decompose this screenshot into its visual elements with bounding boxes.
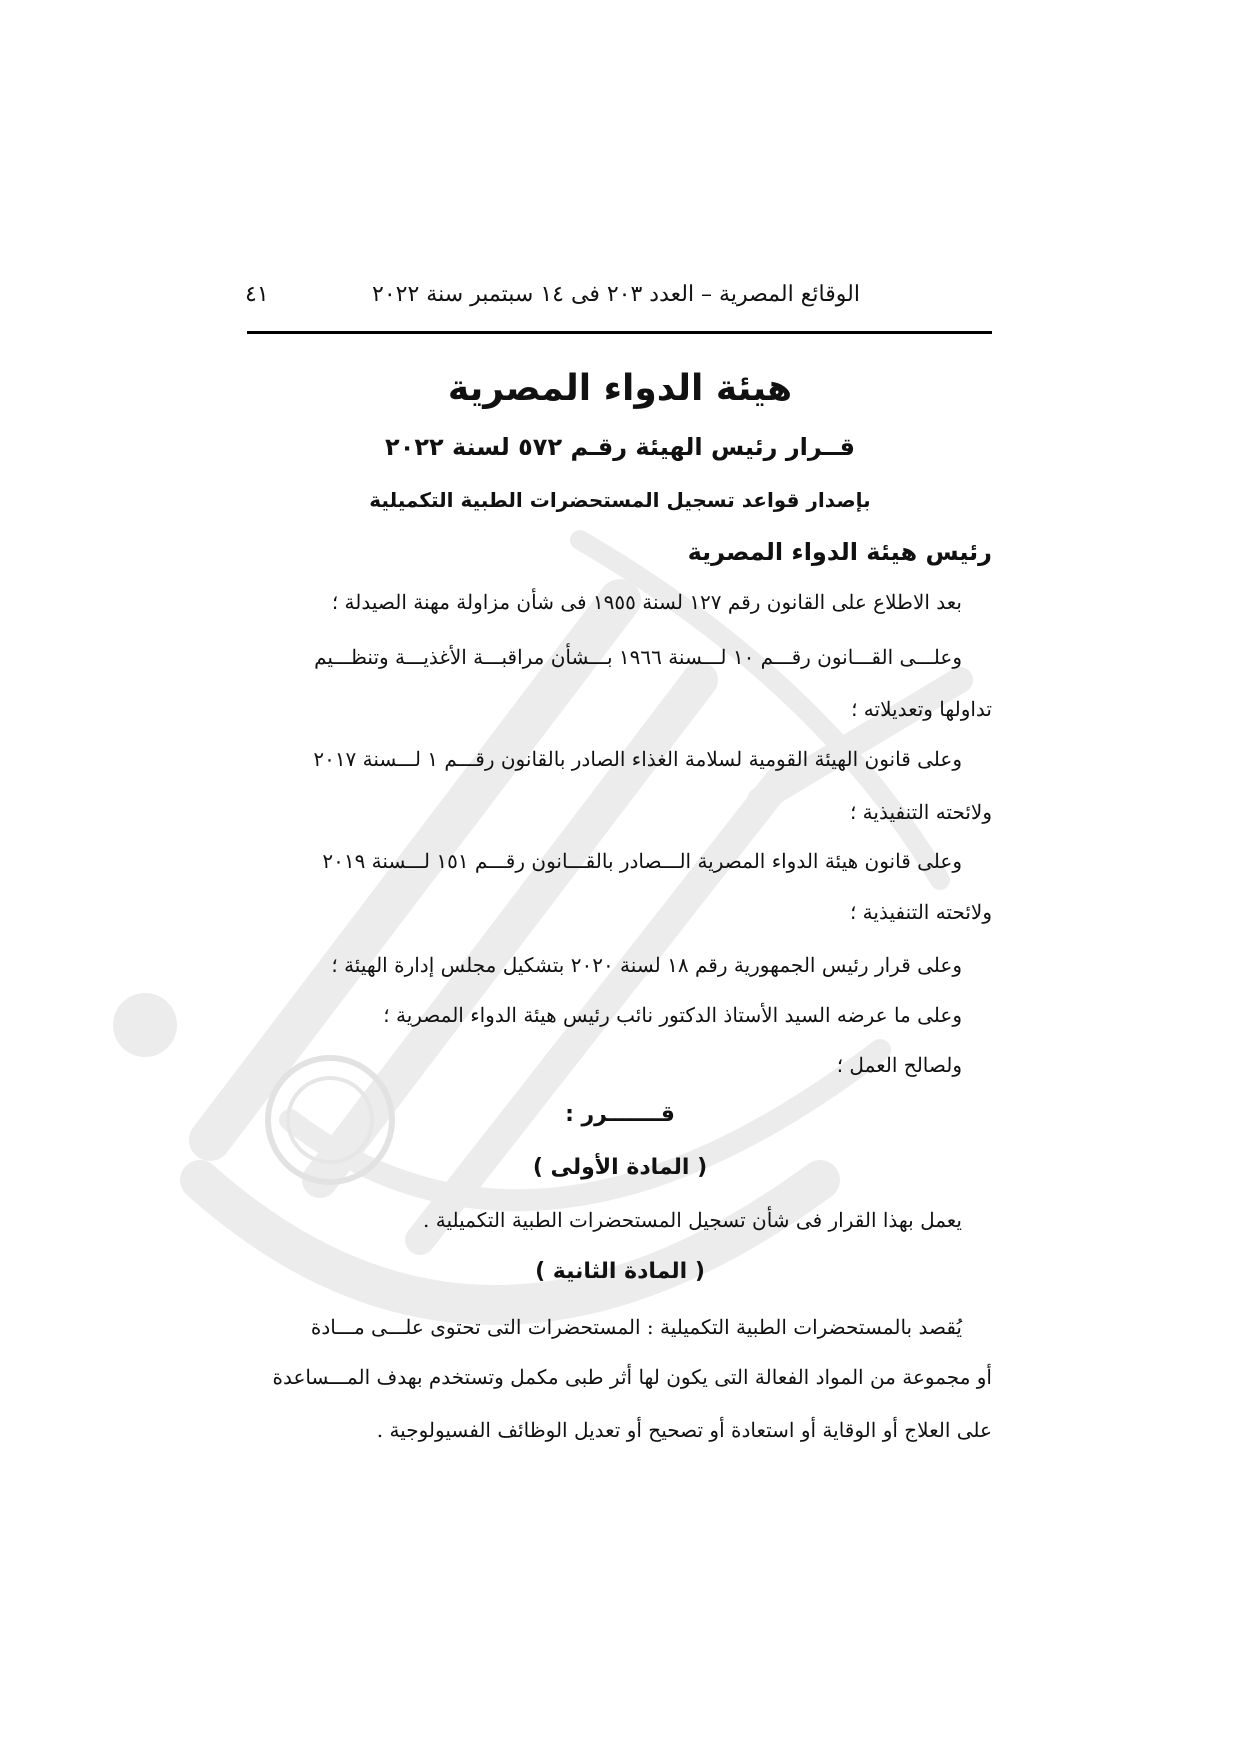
decision-subject: بإصدار قواعد تسجيل المستحضرات الطبية التكميلية bbox=[369, 488, 871, 512]
authority-title: هيئة الدواء المصرية bbox=[447, 368, 793, 409]
preamble-line: ولائحته التنفيذية ؛ bbox=[849, 900, 992, 924]
header-divider bbox=[247, 331, 992, 334]
president-heading: رئيس هيئة الدواء المصرية bbox=[687, 538, 992, 566]
preamble-line: وعلـــى القـــانون رقـــم ١٠ لـــسنة ١٩٦٦ بـــشأن مراقبـــة الأغذيـــة وتنظـــيم bbox=[314, 645, 962, 669]
preamble-line: وعلى قرار رئيس الجمهورية رقم ١٨ لسنة ٢٠٢٠ بتشكيل مجلس إدارة الهيئة ؛ bbox=[331, 953, 962, 977]
decision-title: قــرار رئيس الهيئة رقـم ٥٧٢ لسنة ٢٠٢٢ bbox=[385, 433, 855, 461]
page-number: ٤١ bbox=[245, 282, 269, 307]
decided-heading: قـــــــرر : bbox=[565, 1102, 675, 1127]
article-2-heading: ( المادة الثانية ) bbox=[535, 1259, 705, 1284]
article-2-line: يُقصد بالمستحضرات الطبية التكميلية : المستحضرات التى تحتوى علـــى مـــادة bbox=[310, 1315, 962, 1339]
article-1-text: يعمل بهذا القرار فى شأن تسجيل المستحضرات الطبية التكميلية . bbox=[423, 1208, 962, 1232]
preamble-line: وعلى ما عرضه السيد الأستاذ الدكتور نائب رئيس هيئة الدواء المصرية ؛ bbox=[383, 1003, 962, 1027]
article-2-line: أو مجموعة من المواد الفعالة التى يكون لها أثر طبى مكمل وتستخدم بهدف المـــساعدة bbox=[272, 1365, 992, 1389]
preamble-line: وعلى قانون الهيئة القومية لسلامة الغذاء الصادر بالقانون رقـــم ١ لـــسنة ٢٠١٧ bbox=[313, 747, 962, 771]
preamble-line: ولائحته التنفيذية ؛ bbox=[849, 800, 992, 824]
preamble-line: تداولها وتعديلاته ؛ bbox=[851, 697, 992, 721]
preamble-line: بعد الاطلاع على القانون رقم ١٢٧ لسنة ١٩٥٥ فى شأن مزاولة مهنة الصيدلة ؛ bbox=[331, 590, 962, 614]
preamble-line: ولصالح العمل ؛ bbox=[836, 1053, 962, 1077]
preamble-line: وعلى قانون هيئة الدواء المصرية الـــصادر بالقـــانون رقـــم ١٥١ لـــسنة ٢٠١٩ bbox=[322, 849, 962, 873]
article-1-heading: ( المادة الأولى ) bbox=[532, 1155, 708, 1180]
gazette-header-title: الوقائع المصرية – العدد ٢٠٣ فى ١٤ سبتمبر سنة ٢٠٢٢ bbox=[372, 282, 860, 307]
article-2-line: على العلاج أو الوقاية أو استعادة أو تصحيح أو تعديل الوظائف الفسيولوجية . bbox=[376, 1418, 992, 1442]
